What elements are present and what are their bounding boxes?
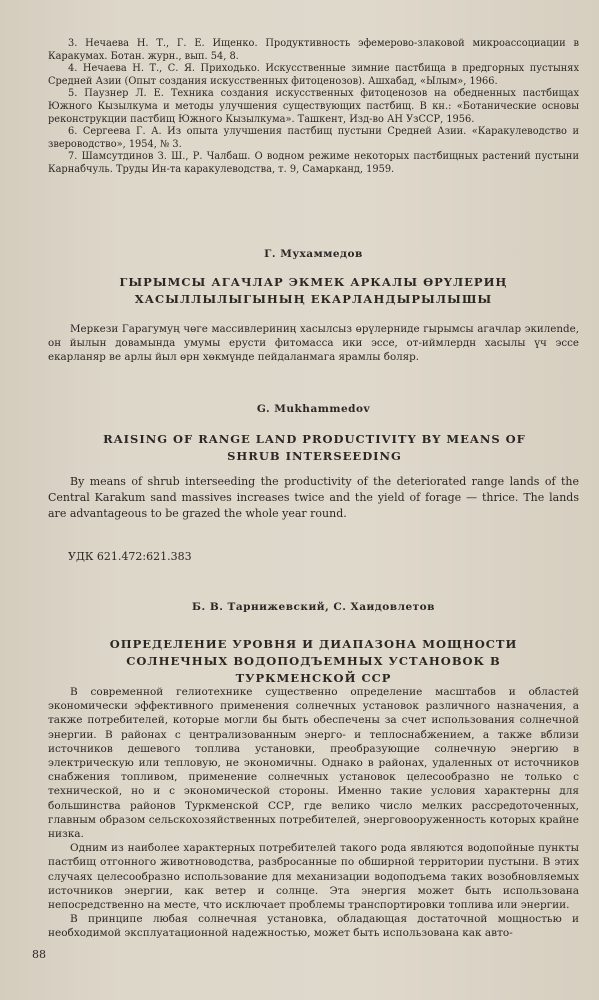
udk-code: УДК 621.472:621.383 xyxy=(68,550,192,563)
article1-author-en: G. Mukhammedov xyxy=(256,403,371,415)
article1-abstract-en: By means of shrub interseeding the productivity of the deteriorated range lands of the Central Karakum sand massives increases twice and the yield of forage — thrice. The lands are advantageous to be grazed the whole year round. xyxy=(48,475,579,520)
reference-item: 4. Нечаева Н. Т., С. Я. Приходько. Искусственные зимние пастбища в предгорных пустынях Средней Азии (Опыт создания искусственных фитоценозов). Ашхабад, «Ылым», 1966. xyxy=(48,63,579,87)
article1-title-en: RAISING OF RANGE LAND PRODUCTIVITY BY MEANS OF SHRUB INTERSEEDING xyxy=(103,432,526,463)
body-paragraph: В принципе любая солнечная установка, обладающая достаточной мощностью и необходимой эксплуатационной надежностью, может быть использована как авто- xyxy=(48,913,579,940)
reference-list xyxy=(48,38,579,177)
article1-abstract-tm: Меркези Гарагумуң чөге массивлериниң хасылсыз өрүлерниде гырымсы агачлар экилende, он йылын довамында умумы ерусти фитомасса ики эссе, от-иймлердн хасылы үч эссе екарланяр ве арлы йыл өрн хөкмүнде пейдаланмага ярамлы боляр. xyxy=(48,323,579,363)
page-number: 88 xyxy=(32,948,46,961)
article2-authors: Б. В. Тарнижевский, С. Хаидовлетов xyxy=(192,601,435,613)
reference-item: 3. Нечаева Н. Т., Г. Е. Ищенко. Продуктивность эфемерово-злаковой микроассоциации в Каракумах. Ботан. журн., вып. 54, 8. xyxy=(48,38,579,62)
article2-body xyxy=(48,685,579,941)
reference-item: 6. Сергеева Г. А. Из опыта улучшения пастбищ пустыни Средней Азии. «Каракулеводство и звероводство», 1954, № 3. xyxy=(48,126,579,150)
reference-item: 5. Паузнер Л. Е. Техника создания искусственных фитоценозов на обедненных пастбищах Южного Кызылкума и методы улучшения существующих пастбищ. В кн.: «Ботанические основы реконструкции пастбищ Южного Кызылкума». Ташкент, Изд-во АН УзССР, 1956. xyxy=(48,88,579,125)
article1-title-tm: ГЫРЫМСЫ АГАЧЛАР ЭКМЕК АРКАЛЫ ӨРҮЛЕРИҢ ХАСЫЛЛЫЛЫГЫНЫҢ ЕКАРЛАНДЫРЫЛЫШЫ xyxy=(119,275,508,306)
reference-item: 7. Шамсутдинов З. Ш., Р. Чалбаш. О водном режиме некоторых пастбищных растений пустыни Карнабчуль. Труды Ин-та каракулеводства, т. 9, Самарканд, 1959. xyxy=(48,151,579,175)
body-paragraph: Одним из наиболее характерных потребителей такого рода являются водопойные пункты пастбищ отгонного животноводства, разбросанные по обширной территории пустыни. В этих случаях целесообразно использование для механизации водоподъема таких возобновляемых источников энергии, как ветер и солнце. Эта энергия может быть использована непосредственно на месте, что исключает проблемы транспортировки топлива или энергии. xyxy=(48,842,579,912)
article1-author-tm: Г. Мухаммедов xyxy=(264,248,363,260)
article2-title: ОПРЕДЕЛЕНИЕ УРОВНЯ И ДИАПАЗОНА МОЩНОСТИ СОЛНЕЧНЫХ ВОДОПОДЪЕМНЫХ УСТАНОВОК В ТУРКМЕНСКОЙ ССР xyxy=(109,637,518,685)
body-paragraph: В современной гелиотехнике существенно определение масштабов и областей экономически эффективного применения солнечных установок различного назначения, а также потребителей, которые могли бы быть обеспечены за счет использования солнечной энергии. В районах с централизованным энерго- и теплоснабжением, а также вблизи источников дешевого топлива установки, преобразующие солнечную энергию в электрическую или тепловую, не экономичны. Однако в районах, удаленных от источников снабжения топливом, применение солнечных установок целесообразно не только с технической, но и с экономической стороны. Именно такие условия характерны для большинства районов Туркменской ССР, где велико число мелких рассредоточенных, главным образом сельскохозяйственных потребителей, энерговооруженность которых крайне низка. xyxy=(48,686,579,841)
